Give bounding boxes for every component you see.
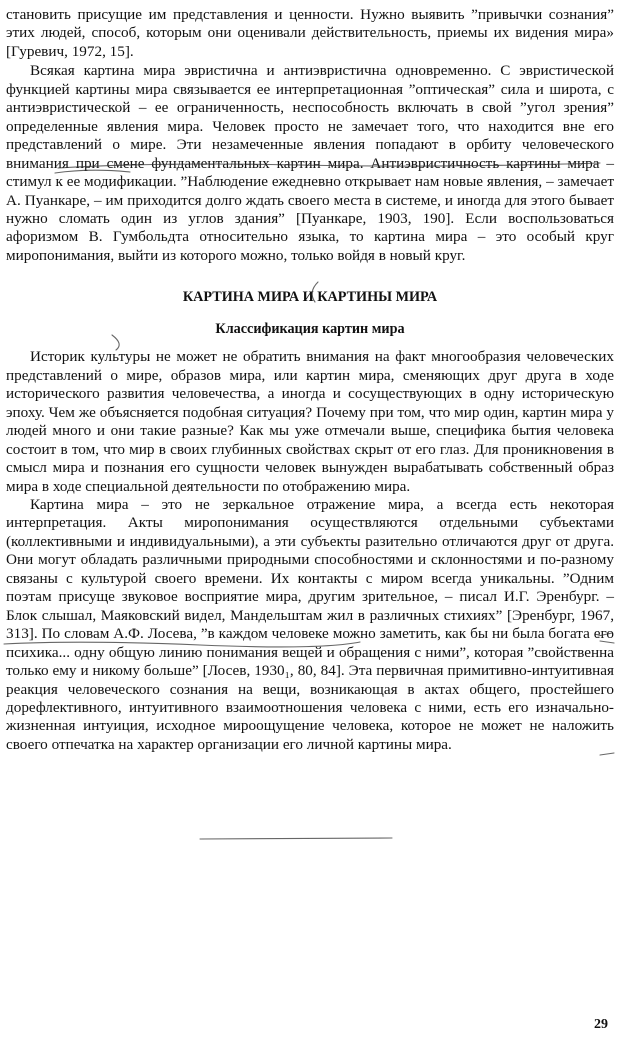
paragraph-interpretation: Картина мира – это не зеркальное отражение мира, а всегда есть некоторая интерпретация. Акты миропонимания осуществляются отдельными субъектами (коллективными и индивидуальными), а эти субъекты разительно отличаются друг от друга. Они могут обладать различными природными способностями и склонностями и по-разному связаны с культурой своего времени. Их контакты с миром всегда уникальны. ”Одним поэтам присуще звуковое восприятие мира, другим зрительное, – писал И.Г. Эренбург. – Блок слышал, Маяковский видел, Мандельштам жил в различных стихиях” [Эренбург, 1967, 313]. По словам А.Ф. Лосева, ”в каждом человеке можно заметить, как бы ни была богата его психика... одну общую линию понимания вещей и обращения с ними”, которая ”свойственна только ему и никому больше” [Лосев, 1930₁, 80, 84]. Эта первичная примитивно-интуитивная реакция человеческого сознания на вещи, возникающая в актах общего, простейшего дорефлективного, интуитивного взаимоотношения человека с ними, есть его изначально-жизненная интуиция, исходное мироощущение человека, которое не может не наложить своего отпечатка на характер организации его личной картины мира. bbox=[6, 495, 614, 753]
subsection-title: Классификация картин мира bbox=[215, 321, 405, 338]
section-title: КАРТИНА МИРА И КАРТИНЫ МИРА bbox=[182, 289, 438, 306]
page-number: 29 bbox=[594, 1017, 608, 1032]
paragraph-heuristics: Всякая картина мира эвристична и антиэвристична одновременно. С эвристической функцией картины мира связывается ее интерпретационная ”оптическая” сила и широта, с антиэвристической – ее ограниченность, неспособность включать в свой ”угол зрения” определенные явления мира. Человек просто не замечает того, что находится вне его представлений о мире. Эти незамеченные явления попадают в орбиту человеческого внимания при смене фундаментальных картин мира. Антиэвристичность картины мира – стимул к ее модификации. ”Наблюдение ежедневно открывает нам новые явления, – замечает А. Пуанкаре, – им приходится долго ждать своего места в системе, и иногда для этого бывает нужно сломать один из углов здания” [Пуанкаре, 1903, 190]. Если воспользоваться афоризмом В. Гумбольдта относительно языка, то картина мира – это особый круг миропонимания, выйти из которого можно, только войдя в новый круг. bbox=[6, 62, 614, 264]
paragraph-continuation: становить присущие им представления и ценности. Нужно выявить ”привычки сознания” этих людей, способ, которым они оценивали действительность, приемы их видения мира» [Гуревич, 1972, 15]. bbox=[6, 6, 614, 60]
paragraph-historian: Историк культуры не может не обратить внимания на факт многообразия человеческих представлений о мире, образов мира, или картин мира, сменяющих друг друга в ходе исторического развития человечества, а иногда и сосуществующих в одну историческую эпоху. Чем же объясняется подобная ситуация? Почему при том, что мир один, картин мира у людей много и они такие разные? Как мы уже отмечали выше, специфика бытия человека состоит в том, что мир в своих глубинных свойствах скрыт от его глаз. Для проникновения в смысл мира и познания его сущности человек вынужден вырабатывать собственный образ мира в ходе специальной деятельности по отображению мира. bbox=[6, 348, 614, 495]
underline-mark bbox=[200, 838, 392, 839]
